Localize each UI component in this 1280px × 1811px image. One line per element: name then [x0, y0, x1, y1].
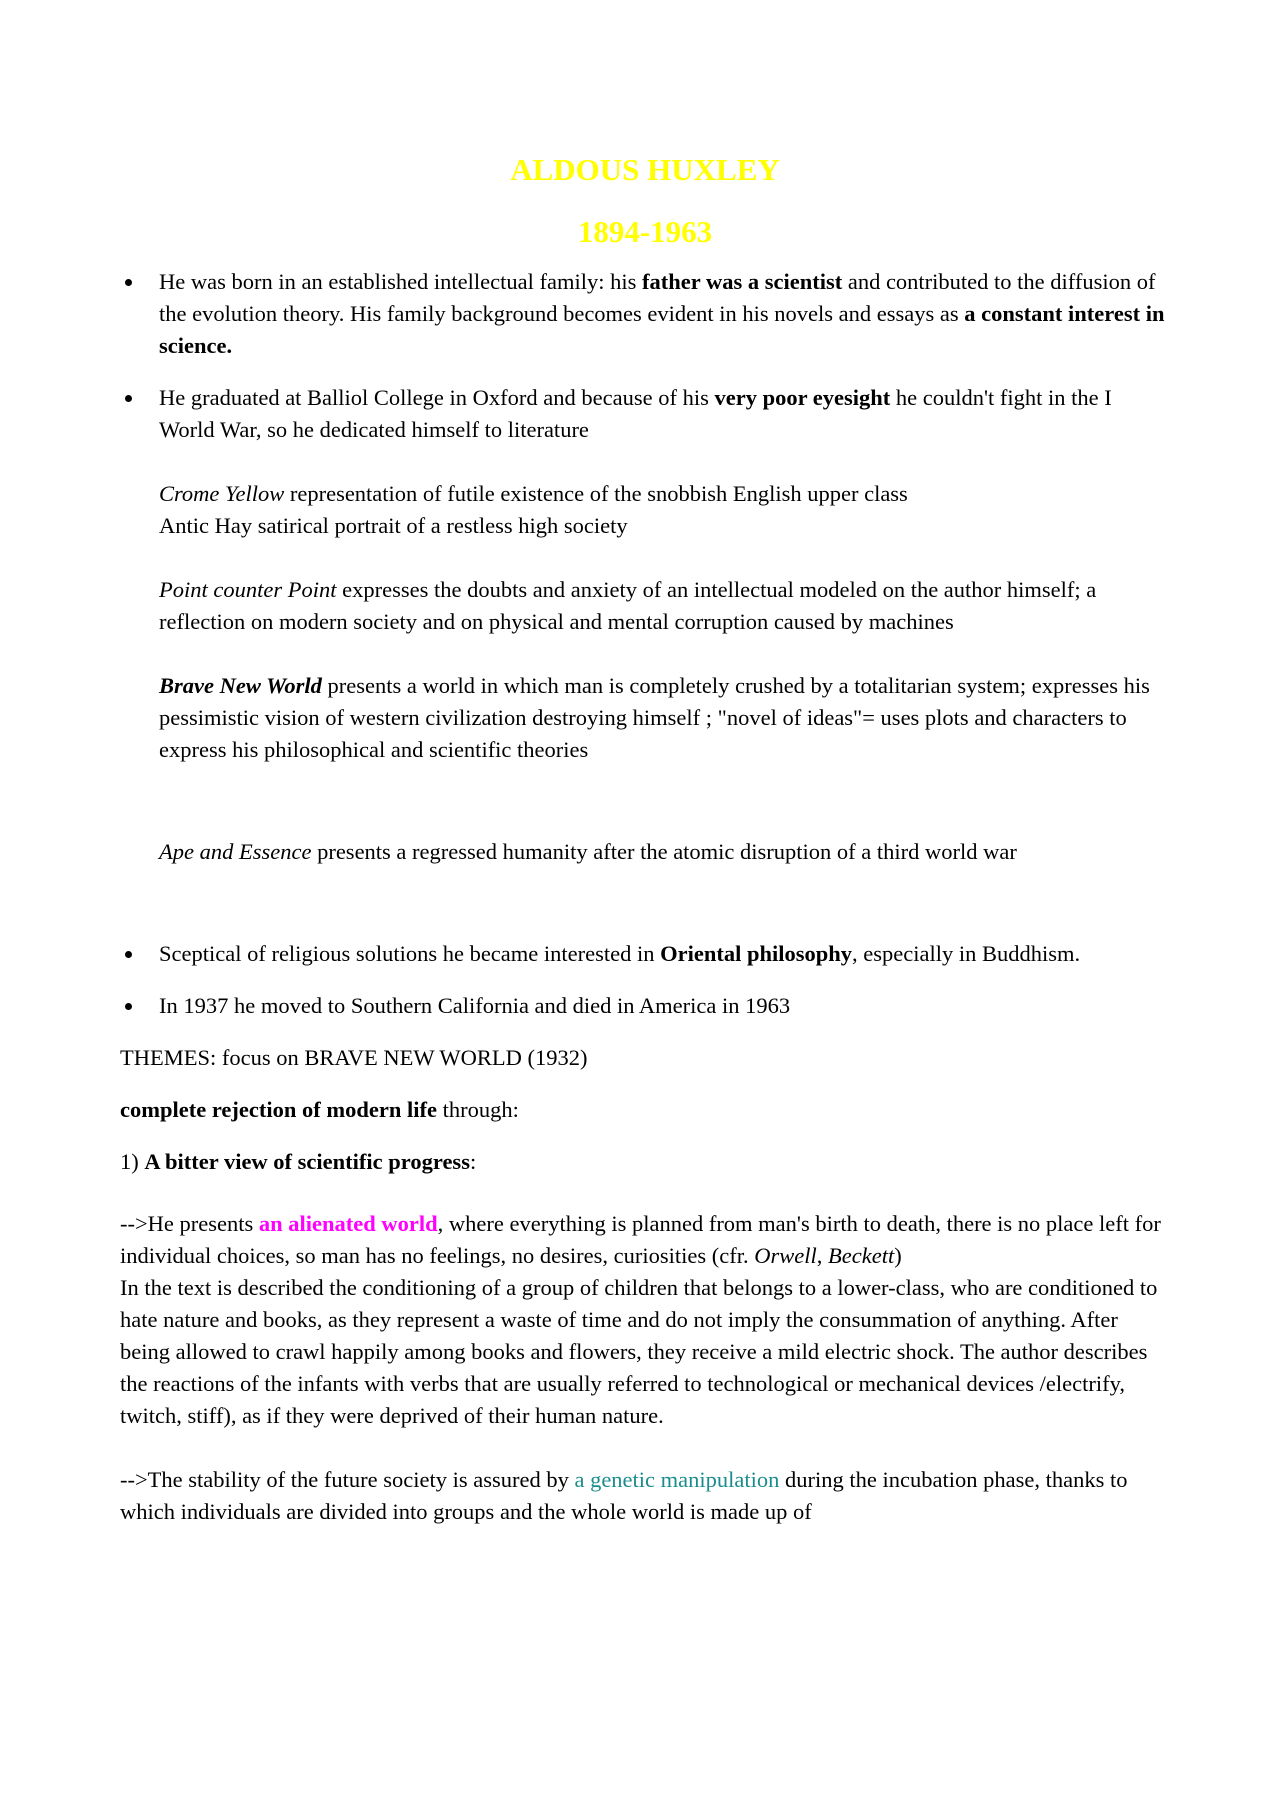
bold-span: A bitter view of scientific progress [144, 1149, 470, 1174]
text-span: In 1937 he moved to Southern California and died in America in 1963 [159, 993, 791, 1018]
text-span: ) [894, 1243, 902, 1268]
text-span: -->He presents [120, 1211, 259, 1236]
text-span: Sceptical of religious solutions he became interested in [159, 941, 661, 966]
italic-span: Point counter Point [159, 577, 337, 602]
document-body [120, 150, 1170, 1528]
highlight-span: a genetic manipulation [574, 1467, 780, 1492]
list-item-philosophy [120, 938, 1170, 970]
biography-list [120, 266, 1170, 446]
italic-span: Beckett [828, 1243, 895, 1268]
italic-span: Crome Yellow [159, 481, 285, 506]
bold-span: father was a scientist [642, 269, 843, 294]
text-span: expresses the doubts and anxiety of an intellectual modeled on the author himself; a reflection on modern society and on physical and mental corruption caused by machines [159, 577, 1097, 634]
works-section [120, 446, 1170, 868]
text-span: -->The stability of the future society is assured by [120, 1467, 575, 1492]
text-span: presents a world in which man is completely crushed by a totalitarian system; expresses his pessimistic vision of western civilization destroying himself ; "novel of ideas"= uses plots and characters to express his philosophical and scientific theories [159, 673, 1150, 762]
list-item-education [120, 382, 1170, 446]
list-item-family [120, 266, 1170, 362]
text-span: during the incubation phase, thanks to which individuals are divided into groups and the whole world is made up of [120, 1467, 1128, 1524]
themes-heading: THEMES: focus on BRAVE NEW WORLD (1932) [120, 1045, 588, 1070]
paragraph-genetic-manipulation [120, 1464, 1170, 1528]
text-span: and contributed to the diffusion of the evolution theory. His family background becomes evident in his novels and essays as [159, 269, 1156, 326]
rejection-line [120, 1094, 1170, 1126]
text-span: : [469, 1149, 477, 1174]
biography-list-continued [120, 938, 1170, 1022]
point-one-heading [120, 1146, 1170, 1178]
bold-span: a constant interest in science. [159, 301, 1165, 358]
text-span: presents a regressed humanity after the atomic disruption of a third world war [311, 839, 1017, 864]
italic-span: Orwell [754, 1243, 817, 1268]
text-span: he couldn't fight in the I World War, so he dedicated himself to literature [159, 385, 1112, 442]
text-span: 1) [120, 1149, 145, 1174]
text-span: representation of futile existence of the snobbish English upper class [284, 481, 908, 506]
bold-span: complete rejection of modern life [120, 1097, 437, 1122]
text-span: through: [436, 1097, 519, 1122]
list-item-california [120, 990, 1170, 1022]
bold-span: very poor eyesight [714, 385, 891, 410]
text-span: He graduated at Balliol College in Oxford and because of his [159, 385, 715, 410]
bold-italic-span: Brave New World [159, 673, 322, 698]
bullet-icon [125, 951, 132, 958]
page-subtitle-years: 1894-1963 [577, 214, 713, 249]
bold-span: Oriental philosophy [660, 941, 853, 966]
bullet-icon [125, 395, 132, 402]
paragraph-alienated-world [120, 1208, 1170, 1272]
work-ape-and-essence [159, 836, 1170, 868]
work-brave-new-world [159, 670, 1170, 766]
text-span: , especially in Buddhism. [852, 941, 1081, 966]
italic-span: Ape and Essence [159, 839, 312, 864]
paragraph-conditioning: In the text is described the conditioning of a group of children that belongs to a lower-class, who are conditioned to hate nature and books, as they represent a waste of time and do not imply the consummation of anything. After being allowed to crawl happily among books and flowers, they receive a mild electric shock. The author describes the reactions of the infants with verbs that are usually referred to technological or mechanical devices /electrify, twitch, stiff), as if they were deprived of their human nature. [120, 1275, 1158, 1428]
bullet-icon [125, 1003, 132, 1010]
text-span: , where everything is planned from man's birth to death, there is no place left for individual choices, so man has no feelings, no desires, curiosities (cfr. [120, 1211, 1161, 1268]
text-span: , [816, 1243, 828, 1268]
text-span: He was born in an established intellectual family: his [159, 269, 643, 294]
work-crome-yellow [159, 478, 1170, 510]
highlight-span: an alienated world [258, 1211, 438, 1236]
work-point-counter-point [159, 574, 1170, 638]
bullet-icon [125, 279, 132, 286]
page-title: ALDOUS HUXLEY [510, 152, 780, 187]
work-antic-hay: Antic Hay satirical portrait of a restless high society [159, 513, 628, 538]
